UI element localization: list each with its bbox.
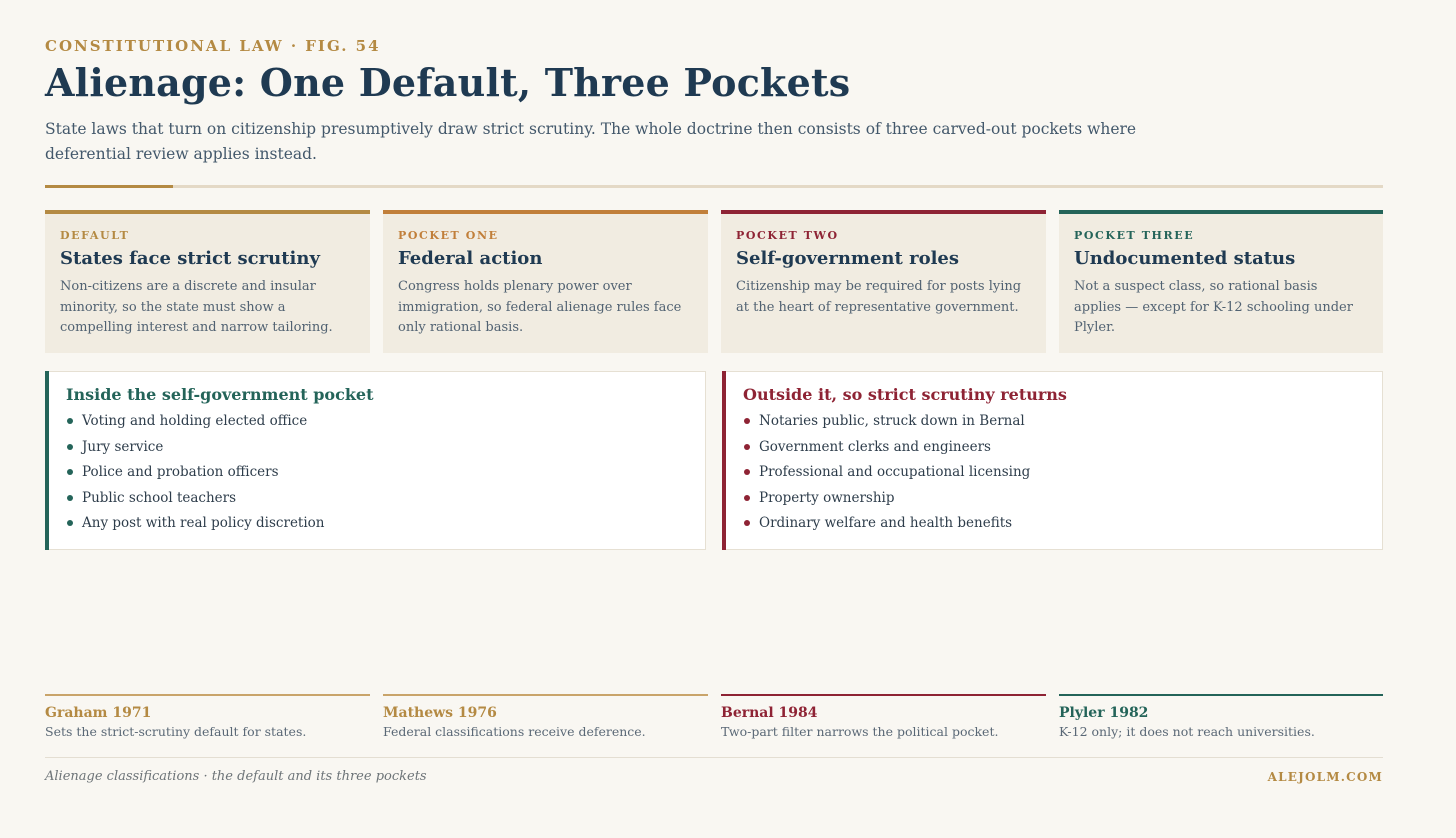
- case-description: K-12 only; it does not reach universities.: [1059, 724, 1315, 739]
- doctrine-cards: [45, 210, 1383, 353]
- card-default: [45, 210, 370, 353]
- inside-pocket-panel: [45, 371, 706, 550]
- card-tag: DEFAULT: [60, 229, 130, 242]
- case-bernal: [721, 694, 1046, 739]
- page-title: Alienage: One Default, Three Pockets: [45, 60, 851, 105]
- list-item: [743, 412, 1382, 438]
- footer-brand[interactable]: ALEJOLM.COM: [1267, 770, 1383, 784]
- card-body: Not a suspect class, so rational basis applies — except for K-12 schooling under Plyler.: [1074, 279, 1353, 335]
- page-subtitle: State laws that turn on citizenship presumptively draw strict scrutiny. The whole doctrine then consists of three carved-out pockets where deferential review applies instead.: [45, 120, 1137, 163]
- card-title: Undocumented status: [1074, 248, 1296, 269]
- outside-list: [743, 412, 1382, 540]
- list-item: [66, 463, 705, 489]
- card-accent-bar: [1059, 210, 1383, 214]
- list-item-text: Public school teachers: [82, 489, 237, 506]
- case-graham: [45, 694, 370, 739]
- panel-accent-edge: [45, 371, 49, 550]
- card-body: Non-citizens are a discrete and insular minority, so the state must show a compelling interest and narrow tailoring.: [60, 279, 333, 335]
- card-pocket-two: [721, 210, 1046, 353]
- bullet-icon: [67, 469, 73, 475]
- outside-pocket-panel: [722, 371, 1383, 550]
- case-mathews: [383, 694, 708, 739]
- card-pocket-three: [1059, 210, 1383, 353]
- footer-caption: Alienage classifications · the default and its three pockets: [45, 769, 427, 784]
- list-item-text: Government clerks and engineers: [759, 438, 991, 455]
- divider-accent: [45, 185, 173, 188]
- case-name: Plyler 1982: [1059, 705, 1149, 721]
- bullet-icon: [67, 495, 73, 501]
- card-title: Federal action: [398, 248, 543, 269]
- bullet-icon: [67, 444, 73, 450]
- panel-title: Inside the self-government pocket: [66, 385, 374, 404]
- list-item-text: Voting and holding elected office: [82, 413, 308, 429]
- list-item-text: Property ownership: [759, 489, 895, 506]
- header-divider: [45, 185, 1383, 188]
- case-description: Sets the strict-scrutiny default for states.: [45, 724, 307, 739]
- case-plyler: [1059, 694, 1383, 739]
- card-tag: POCKET THREE: [1074, 229, 1195, 242]
- list-item-text: Professional and occupational licensing: [759, 464, 1031, 480]
- list-item: [743, 489, 1382, 515]
- card-title: States face strict scrutiny: [60, 248, 320, 269]
- case-rule: [383, 694, 708, 696]
- card-body: Citizenship may be required for posts lying at the heart of representative government.: [736, 279, 1022, 315]
- list-item: [66, 412, 705, 438]
- list-item-text: Police and probation officers: [82, 464, 279, 480]
- list-item: [66, 489, 705, 515]
- list-item: [66, 514, 705, 540]
- case-rule: [45, 694, 370, 696]
- list-item-text: Jury service: [82, 438, 164, 455]
- panel-title: Outside it, so strict scrutiny returns: [743, 385, 1067, 404]
- card-tag: POCKET ONE: [398, 229, 499, 242]
- list-item-text: Any post with real policy discretion: [82, 515, 325, 531]
- bullet-icon: [744, 444, 750, 450]
- list-item-text: Notaries public, struck down in Bernal: [759, 413, 1025, 429]
- case-description: Federal classifications receive deference.: [383, 724, 646, 739]
- case-rule: [721, 694, 1046, 696]
- inside-list: [66, 412, 705, 540]
- case-name: Mathews 1976: [383, 705, 497, 721]
- list-item: [743, 514, 1382, 540]
- panel-accent-edge: [722, 371, 726, 550]
- list-item: [743, 438, 1382, 464]
- case-description: Two-part filter narrows the political pocket.: [721, 724, 999, 739]
- card-title: Self-government roles: [736, 248, 960, 269]
- bullet-icon: [744, 520, 750, 526]
- case-rule: [1059, 694, 1383, 696]
- list-item: [66, 438, 705, 464]
- card-accent-bar: [721, 210, 1046, 214]
- card-pocket-one: [383, 210, 708, 353]
- bullet-icon: [744, 469, 750, 475]
- case-name: Graham 1971: [45, 705, 152, 721]
- list-item-text: Ordinary welfare and health benefits: [759, 515, 1013, 531]
- list-item: [743, 463, 1382, 489]
- card-accent-bar: [45, 210, 370, 214]
- card-tag: POCKET TWO: [736, 229, 839, 242]
- case-name: Bernal 1984: [721, 705, 818, 721]
- figure-eyebrow: CONSTITUTIONAL LAW · FIG. 54: [45, 37, 381, 55]
- bullet-icon: [744, 495, 750, 501]
- bullet-icon: [67, 418, 73, 424]
- footer-divider: [45, 757, 1383, 758]
- bullet-icon: [67, 520, 73, 526]
- card-accent-bar: [383, 210, 708, 214]
- bullet-icon: [744, 418, 750, 424]
- card-body: Congress holds plenary power over immigration, so federal alienage rules face only rational basis.: [398, 279, 682, 335]
